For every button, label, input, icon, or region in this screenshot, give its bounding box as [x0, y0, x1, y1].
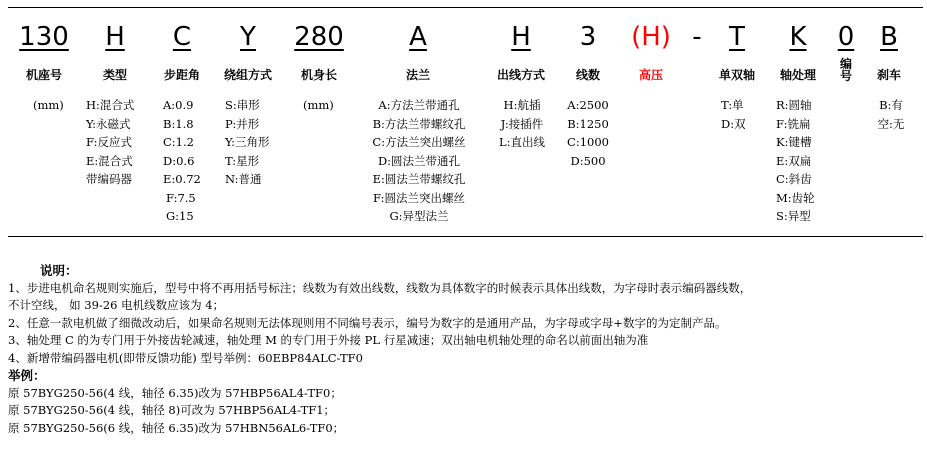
notes-section — [8, 262, 921, 437]
code-serial-number: 0 — [837, 22, 855, 52]
option-item: C:斜齿 — [776, 172, 812, 186]
label-serial-number — [839, 58, 853, 82]
code-brake: B — [880, 22, 898, 52]
option-item: G:15 — [166, 209, 194, 223]
option-item: E:圆法兰带螺纹孔 — [372, 172, 466, 186]
note-line: 3、轴处理 C 的为专门用于外接齿轮减速，轴处理 M 的专门用于外接 PL 行星减速；双出轴电机轴处理的命名以前面出轴为准 — [8, 333, 649, 347]
code-winding: Y — [240, 22, 256, 52]
option-item: R:圆轴 — [776, 98, 812, 112]
options-step-angle — [163, 96, 201, 226]
code-dash: - — [692, 22, 702, 52]
option-item: F:圆法兰突出螺丝 — [373, 190, 465, 205]
option-item: T:星形 — [225, 153, 260, 168]
code-shaft-count: T — [729, 22, 745, 52]
code-step-angle: C — [172, 22, 192, 52]
option-item: A:2500 — [567, 98, 609, 112]
label-body-length: 机身长 — [300, 68, 338, 82]
option-item: D:圆法兰带通孔 — [377, 153, 461, 168]
label-winding: 绕组方式 — [223, 68, 273, 82]
option-item: A:0.9 — [163, 98, 194, 112]
options-shaft-count — [721, 96, 746, 133]
option-item: M:齿轮 — [776, 190, 815, 205]
option-item: E:混合式 — [86, 153, 133, 168]
option-item: D:500 — [570, 153, 606, 168]
option-item: F:7.5 — [166, 190, 196, 205]
code-frame-size: 130 — [19, 22, 69, 52]
option-item: A:方法兰带通孔 — [378, 98, 460, 112]
option-item: C:1.2 — [163, 135, 194, 149]
label-serial-char-1: 编 — [839, 57, 852, 71]
label-step-angle: 步距角 — [163, 68, 201, 82]
label-wire-count: 线数 — [575, 68, 601, 82]
options-frame-size — [33, 96, 64, 115]
code-high-voltage: (H) — [631, 22, 671, 52]
option-item: D:0.6 — [163, 153, 195, 168]
option-item: E:双扁 — [776, 153, 812, 168]
option-item: F:反应式 — [86, 135, 132, 149]
option-item: C:方法兰突出螺丝 — [372, 135, 466, 149]
label-high-voltage: 高压 — [638, 68, 664, 82]
example-line: 原 57BYG250-56(6 线，轴径 6.35)改为 57HBN56AL6-TF0； — [8, 420, 345, 435]
note-line: 2、任意一款电机做了细微改动后，如果命名规则无法体现则用不同编号表示，编号为数字的是通用产品，为字母或字母+数字的为定制产品。 — [8, 315, 727, 330]
options-wire-count — [560, 96, 616, 170]
label-flange: 法兰 — [405, 68, 431, 82]
example-heading: 举例： — [8, 368, 46, 383]
option-item: (mm) — [33, 98, 64, 112]
option-item: F:铣扁 — [776, 116, 811, 131]
example-line: 原 57BYG250-56(4 线，轴径 6.35)改为 57HBP56AL4-TF0； — [8, 385, 342, 400]
options-brake — [866, 96, 916, 133]
options-body-length — [303, 96, 334, 115]
option-item: B:方法兰带螺纹孔 — [372, 116, 466, 131]
label-shaft-treatment: 轴处理 — [779, 68, 817, 82]
options-winding — [225, 96, 270, 189]
option-item: 空:无 — [877, 116, 905, 131]
option-item: T:单 — [721, 98, 744, 112]
option-item: J:接插件 — [500, 116, 544, 131]
label-shaft-count: 单双轴 — [718, 68, 756, 82]
label-brake: 刹车 — [876, 68, 902, 82]
code-flange: A — [409, 22, 427, 52]
option-item: C:1000 — [567, 135, 609, 149]
note-line: 1、步进电机命名规则实施后，型号中将不再用括号标注；线数为有效出线数，线数为具体数字的时候表示具体出线数，为字母时表示编码器线数， — [8, 280, 752, 295]
option-item: S:异型 — [776, 209, 811, 223]
label-lead-out: 出线方式 — [496, 68, 546, 82]
bottom-rule — [8, 236, 923, 237]
option-item: Y:三角形 — [225, 135, 270, 149]
option-item: K:键槽 — [776, 135, 812, 149]
top-rule — [8, 7, 923, 8]
option-item: B:有 — [879, 98, 903, 112]
option-item: H:航插 — [503, 98, 541, 112]
options-lead-out — [492, 96, 552, 152]
option-item: G:异型法兰 — [389, 209, 449, 223]
option-item: B:1.8 — [163, 116, 194, 131]
label-frame-size: 机座号 — [25, 68, 63, 82]
options-flange — [360, 96, 478, 226]
note-line: 不计空线， 如 39-26 电机线数应该为 4； — [8, 298, 225, 312]
option-item: L:直出线 — [498, 135, 545, 149]
example-line: 原 57BYG250-56(4 线，轴径 8)可改为 57HBP56AL4-TF1； — [8, 403, 336, 417]
option-item: S:串形 — [225, 98, 260, 112]
option-item: D:双 — [721, 116, 746, 131]
option-item: E:0.72 — [163, 172, 201, 186]
option-item: (mm) — [303, 98, 334, 112]
label-serial-char-2: 号 — [839, 69, 852, 83]
option-item: N:普通 — [225, 172, 262, 186]
code-lead-out: H — [511, 22, 531, 52]
option-item: P:并形 — [225, 116, 260, 131]
notes-heading: 说明： — [40, 263, 78, 278]
code-type: H — [105, 22, 125, 52]
option-item: 带编码器 — [86, 172, 132, 186]
option-item: H:混合式 — [86, 98, 135, 112]
code-body-length: 280 — [294, 22, 344, 52]
code-wire-count: 3 — [579, 22, 597, 52]
note-line: 4、新增带编码器电机(即带反馈功能) 型号举例：60EBP84ALC-TF0 — [8, 350, 363, 365]
code-shaft-treatment: K — [789, 22, 807, 52]
options-type — [86, 96, 134, 189]
options-shaft-treatment — [776, 96, 815, 226]
option-item: Y:永磁式 — [86, 116, 131, 131]
label-type: 类型 — [102, 68, 128, 82]
option-item: B:1250 — [567, 116, 609, 131]
